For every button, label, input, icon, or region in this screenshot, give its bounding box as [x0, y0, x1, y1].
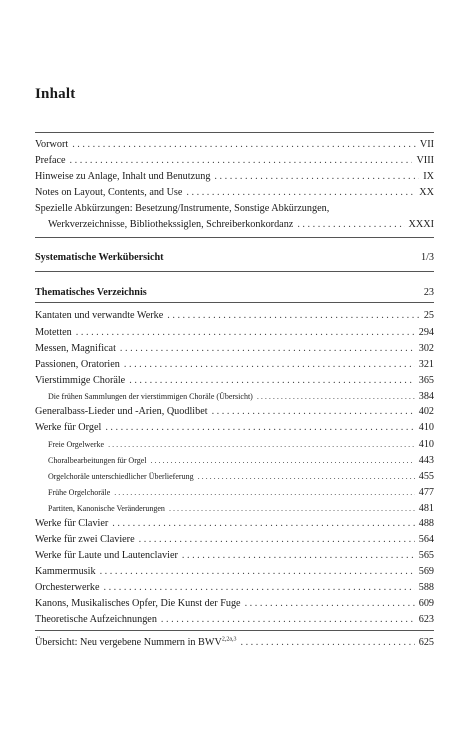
- toc-entry-motetten[interactable]: [35, 326, 434, 339]
- leader-dots: [167, 309, 420, 322]
- entry-page: 588: [418, 582, 434, 593]
- entry-label: Kantaten und verwandte Werke: [35, 310, 164, 321]
- entry-page: 321: [418, 359, 434, 370]
- entry-page: 569: [418, 566, 434, 577]
- entry-label: Passionen, Oratorien: [35, 359, 120, 370]
- toc-entry-thematic[interactable]: [35, 286, 434, 299]
- leader-dots: [245, 597, 415, 610]
- toc-entry-preface[interactable]: [35, 154, 434, 167]
- toc-entry-messen[interactable]: [35, 342, 434, 355]
- leader-dots: [150, 454, 414, 467]
- divider: [35, 132, 434, 133]
- leader-dots: [108, 438, 415, 451]
- entry-page: VIII: [416, 155, 434, 166]
- leader-dots: [76, 326, 415, 339]
- entry-label: Messen, Magnificat: [35, 343, 116, 354]
- toc-entry-vorwort[interactable]: [35, 138, 434, 151]
- entry-label: Choralbearbeitungen für Orgel: [48, 456, 147, 465]
- entry-label: Notes on Layout, Contents, and Use: [35, 187, 183, 198]
- entry-label: Orgelchoräle unterschiedlicher Überlieferung: [48, 472, 194, 481]
- entry-page: 294: [418, 327, 434, 338]
- toc-entry-hinweise[interactable]: [35, 170, 434, 183]
- toc-entry-freie-orgelwerke[interactable]: [35, 438, 434, 451]
- entry-label: Werke für Clavier: [35, 518, 109, 529]
- entry-label: Werkverzeichnisse, Bibliothekssiglen, Schreiberkonkordanz: [48, 219, 294, 230]
- entry-page: 455: [418, 471, 434, 482]
- entry-page: 410: [418, 439, 434, 450]
- entry-page: 302: [418, 343, 434, 354]
- entry-page: XX: [419, 187, 434, 198]
- toc-entry-orgel[interactable]: [35, 421, 434, 434]
- divider: [35, 302, 434, 303]
- leader-dots: [214, 170, 419, 183]
- toc-entry-kammermusik[interactable]: [35, 565, 434, 578]
- leader-dots: [70, 154, 413, 167]
- entry-page: 365: [418, 375, 434, 386]
- entry-label: Werke für zwei Claviere: [35, 534, 135, 545]
- entry-page: 1/3: [420, 252, 434, 263]
- leader-dots: [169, 502, 415, 515]
- entry-page: VII: [419, 139, 434, 150]
- entry-label: Systematische Werkübersicht: [35, 252, 164, 263]
- entry-page: 384: [418, 391, 434, 402]
- leader-dots: [198, 470, 415, 483]
- entry-label: Vorwort: [35, 139, 69, 150]
- entry-page: XXXI: [408, 219, 434, 230]
- toc-entry-fruehe-orgelchoraele[interactable]: [35, 486, 434, 499]
- leader-dots: [103, 581, 414, 594]
- toc-entry-passionen[interactable]: [35, 358, 434, 371]
- entry-label: Hinweise zu Anlage, Inhalt und Benutzung: [35, 171, 211, 182]
- toc-entry-orchesterwerke[interactable]: [35, 581, 434, 594]
- entry-page: 443: [418, 455, 434, 466]
- leader-dots: [100, 565, 415, 578]
- toc-entry-abkuerzungen-cont[interactable]: [35, 218, 434, 231]
- entry-label: Motetten: [35, 327, 72, 338]
- entry-page: 488: [418, 518, 434, 529]
- toc-entry-abkuerzungen[interactable]: [35, 202, 434, 215]
- entry-label: Thematisches Verzeichnis: [35, 287, 147, 298]
- entry-page: 410: [418, 422, 434, 433]
- entry-label: Spezielle Abkürzungen: Besetzung/Instrumente, Sonstige Abkürzungen,: [35, 203, 330, 214]
- divider: [35, 271, 434, 272]
- toc-entry-fruehe-sammlungen[interactable]: [35, 390, 434, 403]
- leader-dots: [72, 138, 416, 151]
- entry-page: IX: [423, 171, 434, 182]
- entry-page: 565: [418, 550, 434, 561]
- entry-page: 25: [423, 310, 434, 321]
- toc-entry-clavier[interactable]: [35, 517, 434, 530]
- divider: [35, 237, 434, 238]
- toc-entry-orgelchoraele[interactable]: [35, 470, 434, 483]
- toc-entry-laute[interactable]: [35, 549, 434, 562]
- entry-page: 402: [418, 406, 434, 417]
- entry-page: 481: [418, 503, 434, 514]
- entry-label: Freie Orgelwerke: [48, 440, 105, 449]
- leader-dots: [212, 405, 415, 418]
- entry-label-superscript: 2,2a,3: [221, 636, 237, 643]
- entry-page: 609: [418, 598, 434, 609]
- leader-dots: [124, 358, 415, 371]
- entry-label: Die frühen Sammlungen der vierstimmigen Choräle (Übersicht): [48, 392, 253, 401]
- leader-dots: [182, 549, 415, 562]
- entry-label: Werke für Orgel: [35, 422, 102, 433]
- toc-entry-partiten[interactable]: [35, 502, 434, 515]
- toc-entry-choralbearbeitungen[interactable]: [35, 454, 434, 467]
- toc-entry-kanons[interactable]: [35, 597, 434, 610]
- leader-dots: [186, 186, 415, 199]
- entry-label: Generalbass-Lieder und -Arien, Quodlibet: [35, 406, 208, 417]
- entry-label: Preface: [35, 155, 66, 166]
- toc-entry-choraele[interactable]: [35, 374, 434, 387]
- entry-label: [35, 636, 236, 649]
- leader-dots: [297, 218, 404, 231]
- toc-entry-notes[interactable]: [35, 186, 434, 199]
- entry-page: 625: [418, 637, 434, 648]
- toc-entry-systematic[interactable]: [35, 251, 434, 264]
- toc-entry-generalbass[interactable]: [35, 405, 434, 418]
- leader-dots: [139, 533, 415, 546]
- page-title: Inhalt: [35, 86, 76, 102]
- entry-label: Kammermusik: [35, 566, 96, 577]
- leader-dots: [240, 636, 414, 649]
- entry-page: 477: [418, 487, 434, 498]
- entry-page: 564: [418, 534, 434, 545]
- leader-dots: [105, 421, 414, 434]
- entry-label: Frühe Orgelchoräle: [48, 488, 111, 497]
- leader-dots: [114, 486, 414, 499]
- entry-page: 23: [423, 287, 434, 298]
- toc-entry-uebersicht[interactable]: [35, 636, 434, 649]
- leader-dots: [112, 517, 414, 530]
- entry-label: Orchesterwerke: [35, 582, 100, 593]
- toc-entry-zwei-claviere[interactable]: [35, 533, 434, 546]
- entry-label: Partiten, Kanonische Veränderungen: [48, 504, 165, 513]
- toc-entry-kantaten[interactable]: [35, 309, 434, 322]
- leader-dots: [257, 390, 415, 403]
- entry-label-text: Übersicht: Neu vergebene Nummern in BWV: [35, 637, 222, 648]
- leader-dots: [120, 342, 415, 355]
- divider: [35, 630, 434, 631]
- toc-entry-theoretische[interactable]: [35, 613, 434, 626]
- leader-dots: [161, 613, 415, 626]
- leader-dots: [129, 374, 415, 387]
- entry-page: 623: [418, 614, 434, 625]
- entry-label: Kanons, Musikalisches Opfer, Die Kunst der Fuge: [35, 598, 241, 609]
- entry-label: Vierstimmige Choräle: [35, 375, 126, 386]
- entry-label: Theoretische Aufzeichnungen: [35, 614, 157, 625]
- entry-label: Werke für Laute und Lautenclavier: [35, 550, 178, 561]
